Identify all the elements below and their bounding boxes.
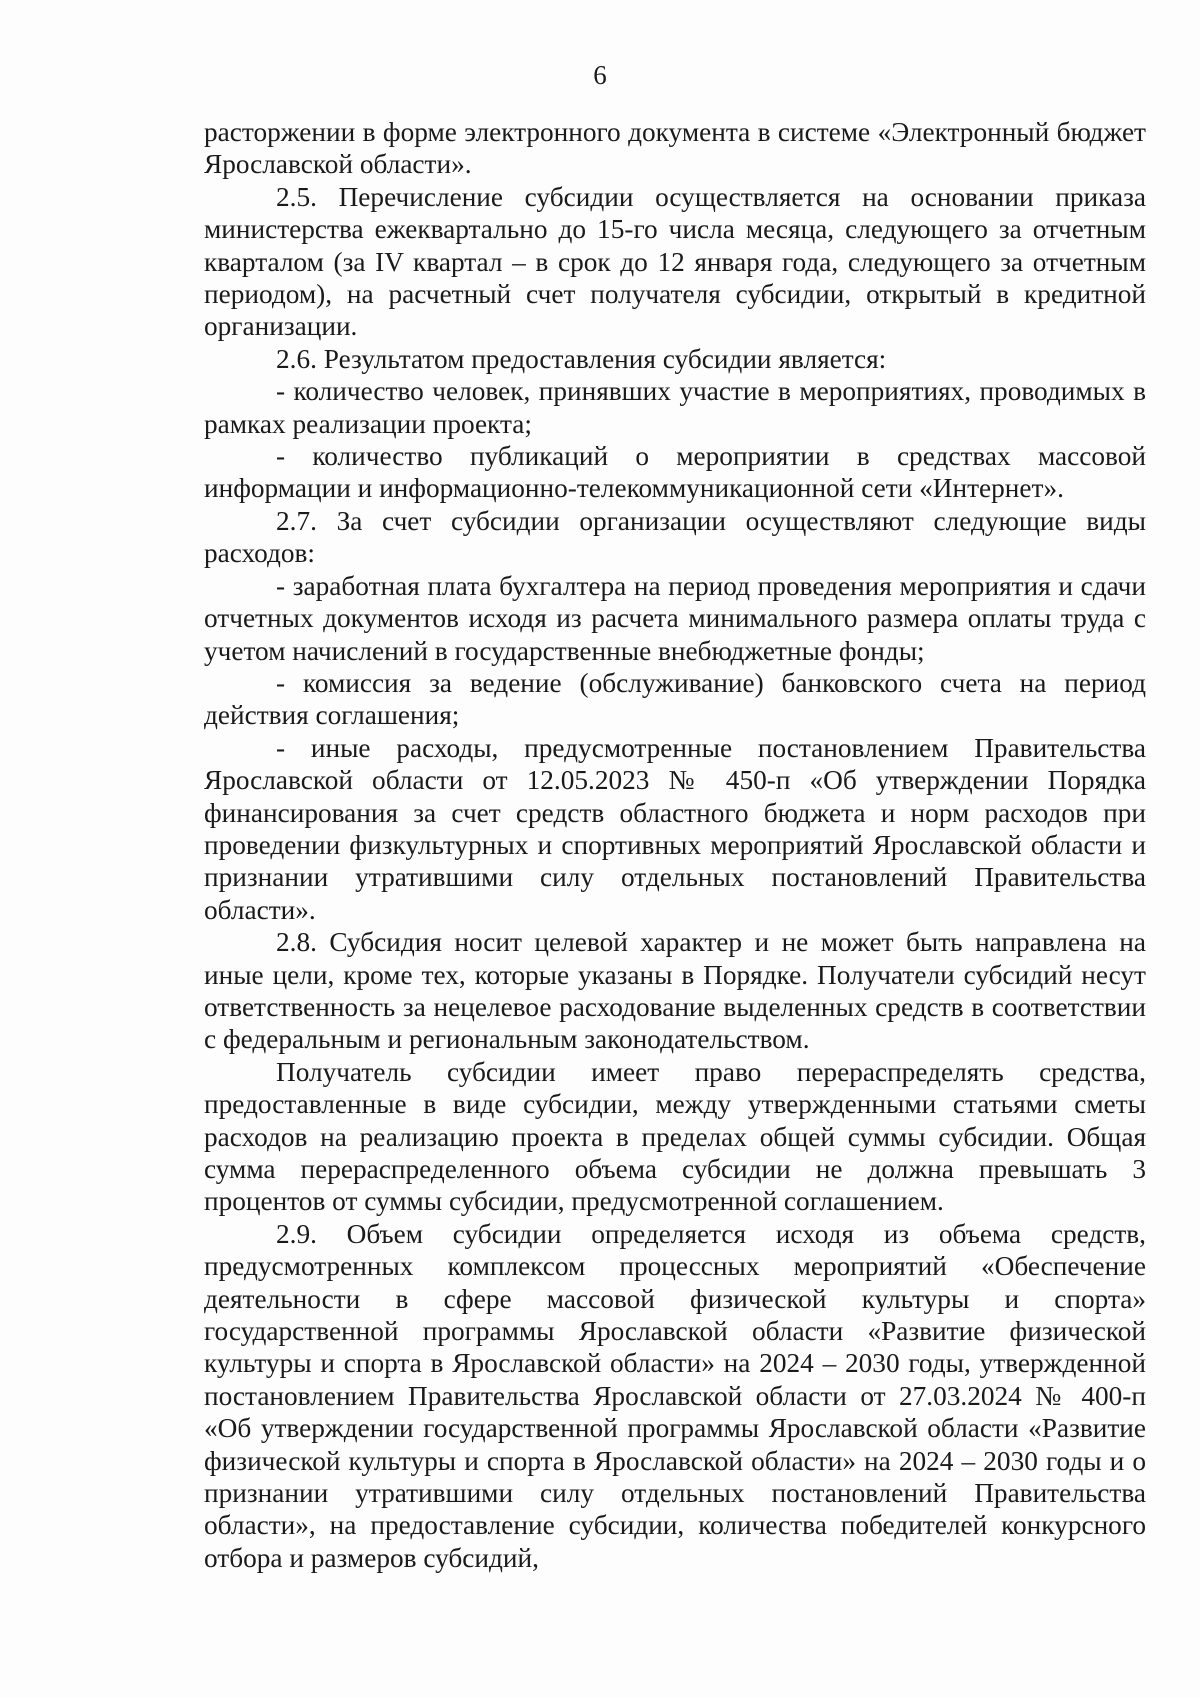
- paragraph-redistribution: Получатель субсидии имеет право перераспределять средства, предоставленные в виде субсидии, между утвержденными статьями сметы расходов на реализацию проекта в пределах общей суммы субсидии. Общая сумма перераспределенного объема субсидии не должна превышать 3 процентов от суммы субсидии, предусмотренной соглашением.: [204, 1056, 1146, 1217]
- page-number: 6: [593, 60, 607, 90]
- paragraph-2-6: 2.6. Результатом предоставления субсидии является:: [276, 343, 887, 374]
- list-item-publications: - количество публикаций о мероприятии в средствах массовой информации и информационно-телекоммуникационной сети «Интернет».: [204, 441, 1146, 504]
- paragraph-continuation: расторжении в форме электронного документа в системе «Электронный бюджет Ярославской области».: [204, 117, 1146, 180]
- paragraph-2-9: 2.9. Объем субсидии определяется исходя из объема средств, предусмотренных комплексом процессных мероприятий «Обеспечение деятельности в сфере массовой физической культуры и спорта» государственной программы Ярославской области «Развитие физической культуры и спорта в Ярославской области» на 2024 – 2030 годы, утвержденной постановлением Правительства Ярославской области от 27.03.2024 № 400-п «Об утверждении государственной программы Ярославской области «Развитие физической культуры и спорта в Ярославской области» на 2024 – 2030 годы и о признании утратившими силу отдельных постановлений Правительства области», на предоставление субсидии, количества победителей конкурсного отбора и размеров субсидий,: [204, 1218, 1146, 1573]
- list-item-salary: - заработная плата бухгалтера на период проведения мероприятия и сдачи отчетных документов исходя из расчета минимального размера оплаты труда с учетом начислений в государственные внебюджетные фонды;: [204, 570, 1146, 666]
- paragraph-2-5: 2.5. Перечисление субсидии осуществляется на основании приказа министерства ежеквартально до 15-го числа месяца, следующего за отчетным кварталом (за IV квартал – в срок до 12 января года, следующего за отчетным периодом), на расчетный счет получателя субсидии, открытый в кредитной организации.: [204, 181, 1146, 342]
- list-item-other-expenses: - иные расходы, предусмотренные постановлением Правительства Ярославской области от 12.05.2023 № 450-п «Об утверждении Порядка финансирования за счет средств областного бюджета и норм расходов при проведении физкультурных и спортивных мероприятий Ярославской области и признании утратившими силу отдельных постановлений Правительства области».: [204, 732, 1146, 925]
- document-body: [204, 116, 1146, 1574]
- paragraph-2-8: 2.8. Субсидия носит целевой характер и не может быть направлена на иные цели, кроме тех, которые указаны в Порядке. Получатели субсидий несут ответственность за нецелевое расходование выделенных средств в соответствии с федеральным и региональным законодательством.: [204, 927, 1146, 1055]
- list-item-bank-commission: - комиссия за ведение (обслуживание) банковского счета на период действия соглашения;: [204, 667, 1146, 731]
- list-item-participants: - количество человек, принявших участие в мероприятиях, проводимых в рамках реализации проекта;: [204, 376, 1146, 439]
- paragraph-2-7: 2.7. За счет субсидии организации осуществляют следующие виды расходов:: [204, 505, 1146, 569]
